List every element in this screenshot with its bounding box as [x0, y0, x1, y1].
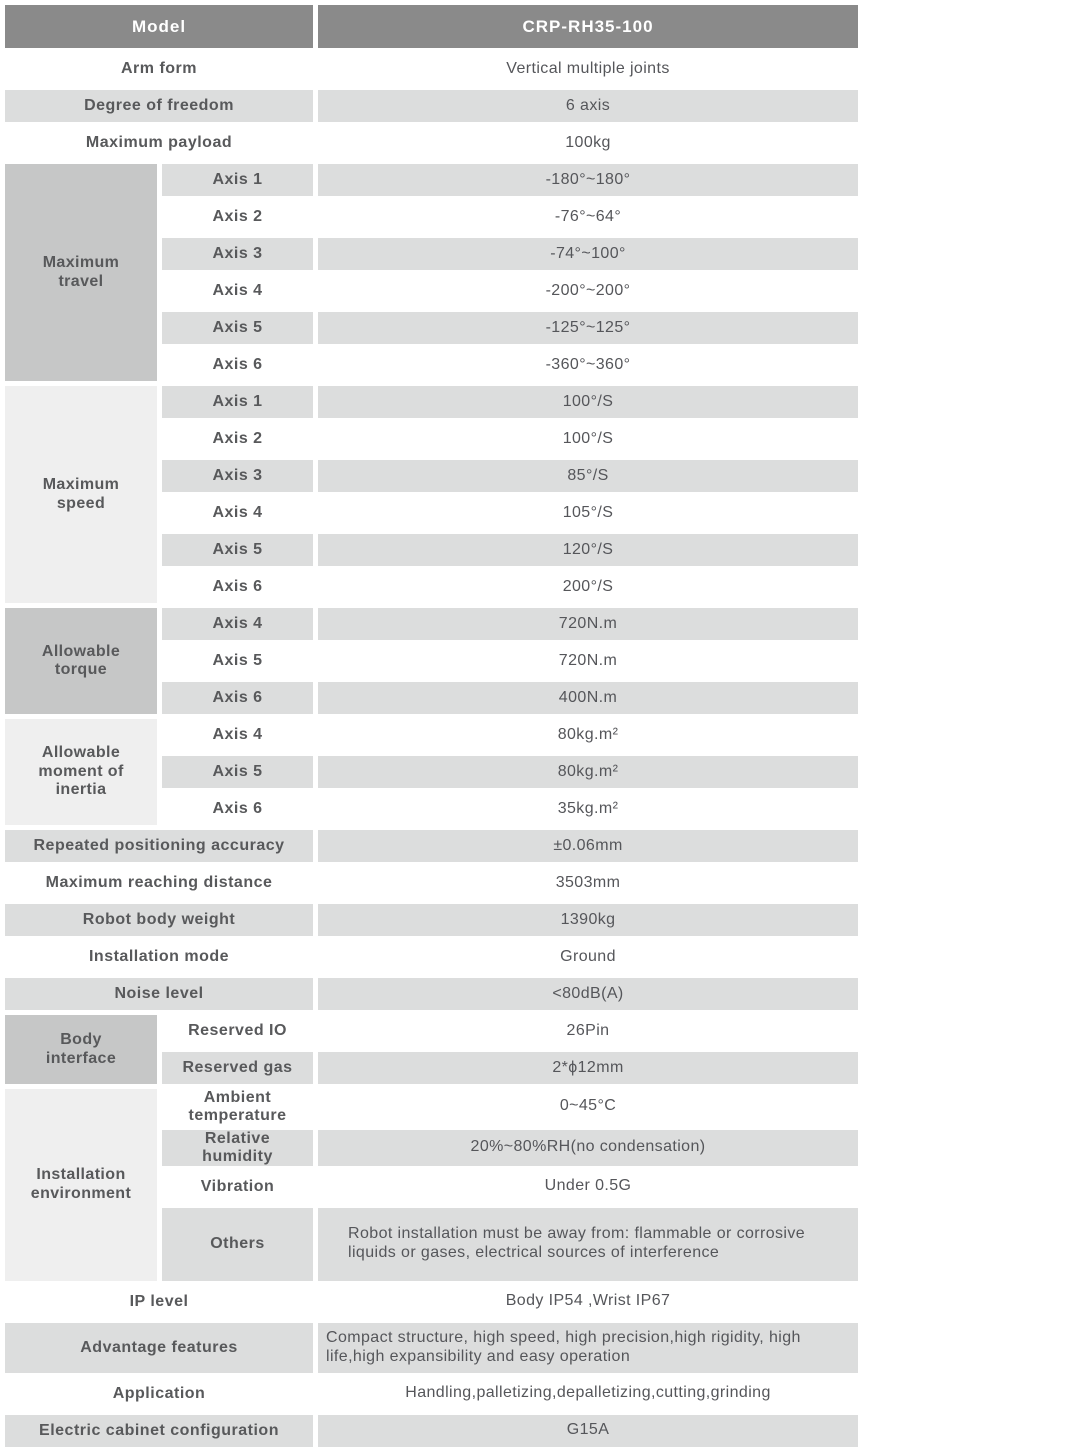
spec-value: <80dB(A) — [318, 978, 858, 1010]
spec-label: Robot body weight — [5, 904, 313, 936]
axis-value: 105°/S — [318, 497, 858, 529]
row-inertia-axis-4 — [5, 719, 858, 751]
axis-label: Axis 4 — [162, 608, 313, 640]
spec-value: 3503mm — [318, 867, 858, 899]
row-speed-axis-1 — [5, 386, 858, 418]
spec-label: Reserved gas — [162, 1052, 313, 1084]
spec-label: Ambient temperature — [162, 1089, 313, 1125]
axis-label: Axis 4 — [162, 275, 313, 307]
axis-value: 100°/S — [318, 423, 858, 455]
axis-label: Axis 3 — [162, 460, 313, 492]
spec-label: Degree of freedom — [5, 90, 313, 122]
spec-value: Handling,palletizing,depalletizing,cutting,grinding — [318, 1378, 858, 1410]
axis-label: Axis 1 — [162, 386, 313, 418]
row-installation-mode — [5, 941, 858, 973]
row-arm-form — [5, 53, 858, 85]
group-label-allowable-moment-of-inertia: Allowable moment of inertia — [5, 719, 157, 825]
axis-value: 120°/S — [318, 534, 858, 566]
axis-label: Axis 1 — [162, 164, 313, 196]
spec-label: Repeated positioning accuracy — [5, 830, 313, 862]
spec-label: Maximum reaching distance — [5, 867, 313, 899]
axis-value: -200°~200° — [318, 275, 858, 307]
row-electric-cabinet-configuration — [5, 1415, 858, 1447]
row-maximum-payload — [5, 127, 858, 159]
spec-label: IP level — [5, 1286, 313, 1318]
axis-label: Axis 5 — [162, 312, 313, 344]
group-label-maximum-speed: Maximum speed — [5, 386, 157, 603]
axis-value: 720N.m — [318, 608, 858, 640]
axis-value: 720N.m — [318, 645, 858, 677]
spec-label: Maximum payload — [5, 127, 313, 159]
axis-value: 100°/S — [318, 386, 858, 418]
group-label-allowable-torque: Allowable torque — [5, 608, 157, 714]
group-label-installation-environment: Installation environment — [5, 1089, 157, 1281]
spec-value: Body IP54 ,Wrist IP67 — [318, 1286, 858, 1318]
axis-label: Axis 6 — [162, 793, 313, 825]
axis-value: 200°/S — [318, 571, 858, 603]
row-noise-level — [5, 978, 858, 1010]
spec-value: 20%~80%RH(no condensation) — [318, 1130, 858, 1166]
spec-label: Relative humidity — [162, 1130, 313, 1166]
group-label-maximum-travel: Maximum travel — [5, 164, 157, 381]
spec-label: Advantage features — [5, 1323, 313, 1373]
model-header-label: Model — [5, 5, 313, 48]
table-header-row — [5, 5, 858, 48]
spec-label: Application — [5, 1378, 313, 1410]
row-ambient-temperature — [5, 1089, 858, 1125]
spec-value: Vertical multiple joints — [318, 53, 858, 85]
spec-value: 1390kg — [318, 904, 858, 936]
axis-value: 80kg.m² — [318, 719, 858, 751]
axis-label: Axis 2 — [162, 423, 313, 455]
row-application — [5, 1378, 858, 1410]
axis-value: -180°~180° — [318, 164, 858, 196]
axis-label: Axis 6 — [162, 571, 313, 603]
spec-value: G15A — [318, 1415, 858, 1447]
axis-label: Axis 4 — [162, 497, 313, 529]
spec-label: Electric cabinet configuration — [5, 1415, 313, 1447]
spec-value: 6 axis — [318, 90, 858, 122]
row-reserved-io — [5, 1015, 858, 1047]
row-travel-axis-1 — [5, 164, 858, 196]
row-ip-level — [5, 1286, 858, 1318]
axis-value: -74°~100° — [318, 238, 858, 270]
row-robot-body-weight — [5, 904, 858, 936]
spec-label: Reserved IO — [162, 1015, 313, 1047]
axis-label: Axis 5 — [162, 534, 313, 566]
spec-label: Arm form — [5, 53, 313, 85]
spec-value: Under 0.5G — [318, 1171, 858, 1203]
spec-label: Others — [162, 1208, 313, 1281]
spec-value: 0~45°C — [318, 1089, 858, 1125]
row-advantage-features — [5, 1323, 858, 1373]
spec-value: 26Pin — [318, 1015, 858, 1047]
spec-value: Compact structure, high speed, high precision,high rigidity, high life,high expansibility and easy operation — [318, 1323, 858, 1373]
spec-value: 100kg — [318, 127, 858, 159]
row-torque-axis-4 — [5, 608, 858, 640]
axis-value: -125°~125° — [318, 312, 858, 344]
axis-label: Axis 4 — [162, 719, 313, 751]
spec-value: Ground — [318, 941, 858, 973]
axis-label: Axis 6 — [162, 349, 313, 381]
axis-label: Axis 6 — [162, 682, 313, 714]
spec-value: Robot installation must be away from: flammable or corrosive liquids or gases, electrical sources of interference — [318, 1208, 858, 1281]
axis-value: 80kg.m² — [318, 756, 858, 788]
axis-value: 400N.m — [318, 682, 858, 714]
spec-label: Noise level — [5, 978, 313, 1010]
axis-label: Axis 2 — [162, 201, 313, 233]
spec-label: Vibration — [162, 1171, 313, 1203]
spec-value: ±0.06mm — [318, 830, 858, 862]
row-degree-of-freedom — [5, 90, 858, 122]
axis-label: Axis 3 — [162, 238, 313, 270]
axis-value: -360°~360° — [318, 349, 858, 381]
axis-value: -76°~64° — [318, 201, 858, 233]
axis-label: Axis 5 — [162, 756, 313, 788]
row-maximum-reaching-distance — [5, 867, 858, 899]
row-repeated-positioning-accuracy — [5, 830, 858, 862]
model-header-value: CRP-RH35-100 — [318, 5, 858, 48]
axis-label: Axis 5 — [162, 645, 313, 677]
spec-label: Installation mode — [5, 941, 313, 973]
axis-value: 35kg.m² — [318, 793, 858, 825]
spec-value: 2*ϕ12mm — [318, 1052, 858, 1084]
axis-value: 85°/S — [318, 460, 858, 492]
group-label-body-interface: Body interface — [5, 1015, 157, 1084]
